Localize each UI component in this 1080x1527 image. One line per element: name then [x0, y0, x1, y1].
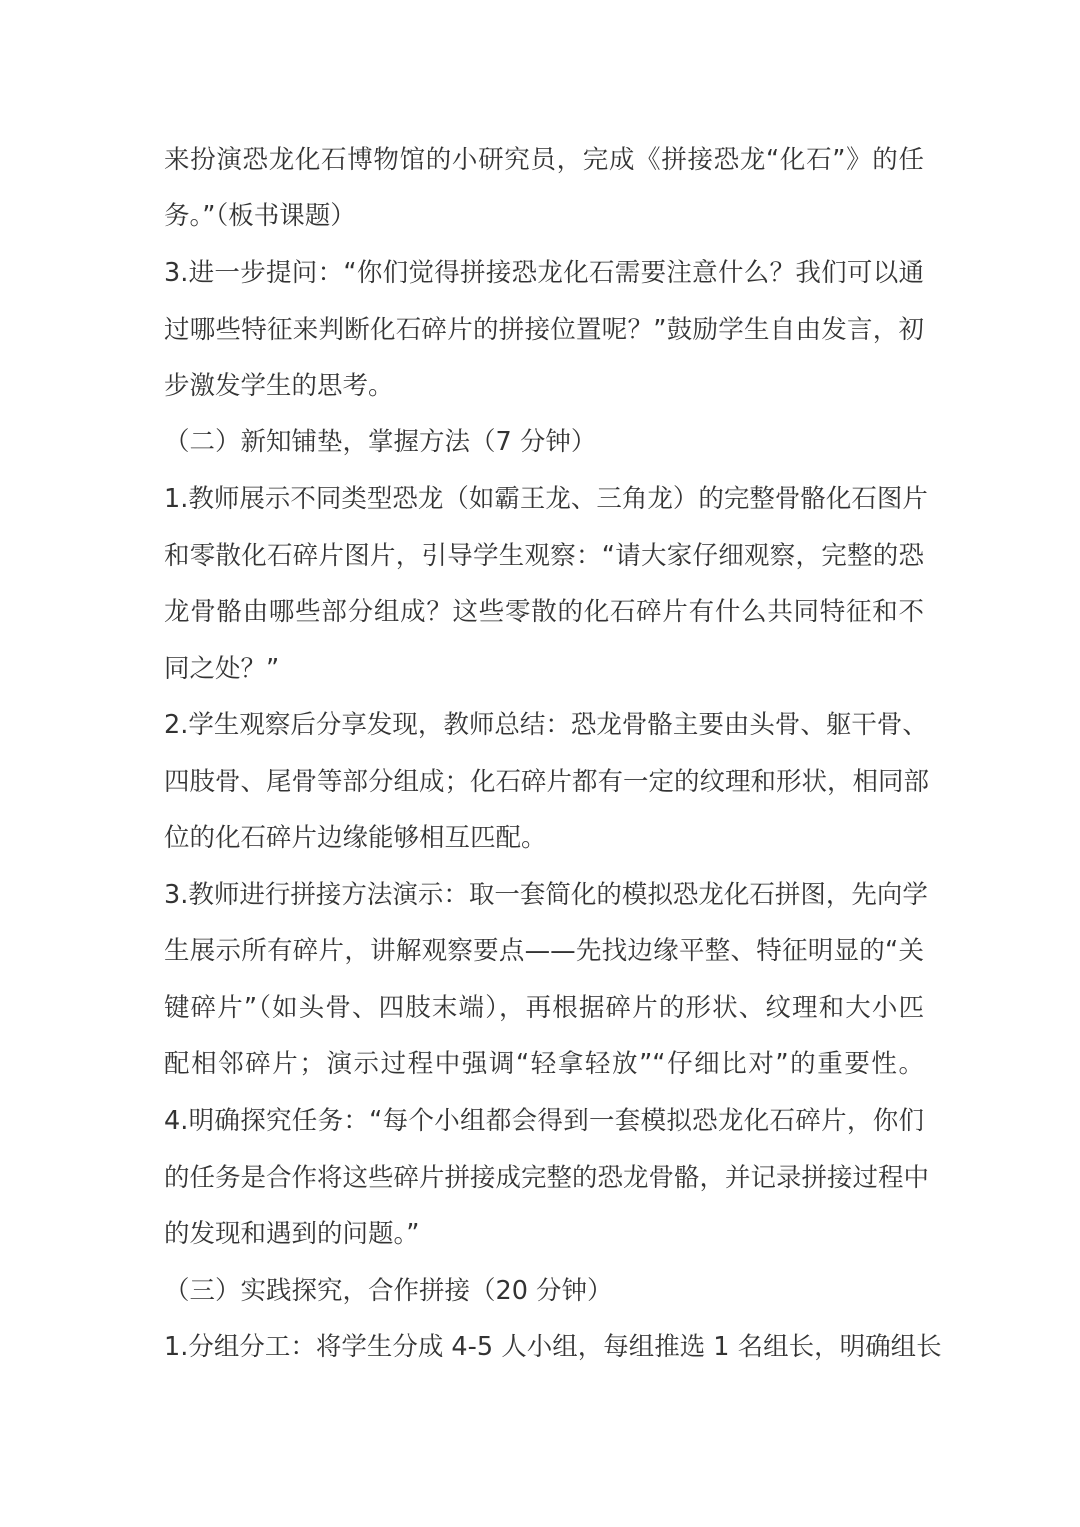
- paragraph-line: 同之处？”: [164, 654, 280, 684]
- paragraph-line: 配相邻碎片；演示过程中强调“轻拿轻放”“仔细比对”的重要性。: [164, 1049, 924, 1079]
- paragraph-line: 1.教师展示不同类型恐龙（如霸王龙、三角龙）的完整骨骼化石图片: [164, 484, 928, 514]
- paragraph-line: 位的化石碎片边缘能够相互匹配。: [164, 823, 547, 853]
- section-heading: （二）新知铺垫，掌握方法（7 分钟）: [164, 427, 597, 457]
- paragraph-line: 键碎片”（如头骨、四肢末端），再根据碎片的形状、纹理和大小匹: [164, 993, 924, 1023]
- paragraph-line: 3.进一步提问：“你们觉得拼接恐龙化石需要注意什么？我们可以通: [164, 258, 924, 288]
- paragraph-line: 龙骨骼由哪些部分组成？这些零散的化石碎片有什么共同特征和不: [164, 597, 924, 627]
- paragraph-line: 过哪些特征来判断化石碎片的拼接位置呢？”鼓励学生自由发言，初: [164, 315, 924, 345]
- paragraph-line: 四肢骨、尾骨等部分组成；化石碎片都有一定的纹理和形状，相同部: [164, 767, 930, 797]
- paragraph-line: 的任务是合作将这些碎片拼接成完整的恐龙骨骼，并记录拼接过程中: [164, 1163, 930, 1193]
- paragraph-line: 生展示所有碎片，讲解观察要点——先找边缘平整、特征明显的“关: [164, 936, 924, 966]
- paragraph-line: 和零散化石碎片图片，引导学生观察：“请大家仔细观察，完整的恐: [164, 541, 924, 571]
- paragraph-line: 务。”（板书课题）: [164, 201, 356, 231]
- paragraph-line: 的发现和遇到的问题。”: [164, 1219, 420, 1249]
- paragraph-line: 4.明确探究任务：“每个小组都会得到一套模拟恐龙化石碎片，你们: [164, 1106, 924, 1136]
- paragraph-line: 步激发学生的思考。: [164, 371, 394, 401]
- paragraph-line: 1.分组分工：将学生分成 4-5 人小组，每组推选 1 名组长，明确组长: [164, 1332, 942, 1362]
- paragraph-line: 3.教师进行拼接方法演示：取一套简化的模拟恐龙化石拼图，先向学: [164, 880, 928, 910]
- paragraph-line: 2.学生观察后分享发现，教师总结：恐龙骨骼主要由头骨、躯干骨、: [164, 710, 928, 740]
- section-heading: （三）实践探究，合作拼接（20 分钟）: [164, 1276, 613, 1306]
- paragraph-line: 来扮演恐龙化石博物馆的小研究员，完成《拼接恐龙“化石”》的任: [164, 145, 924, 175]
